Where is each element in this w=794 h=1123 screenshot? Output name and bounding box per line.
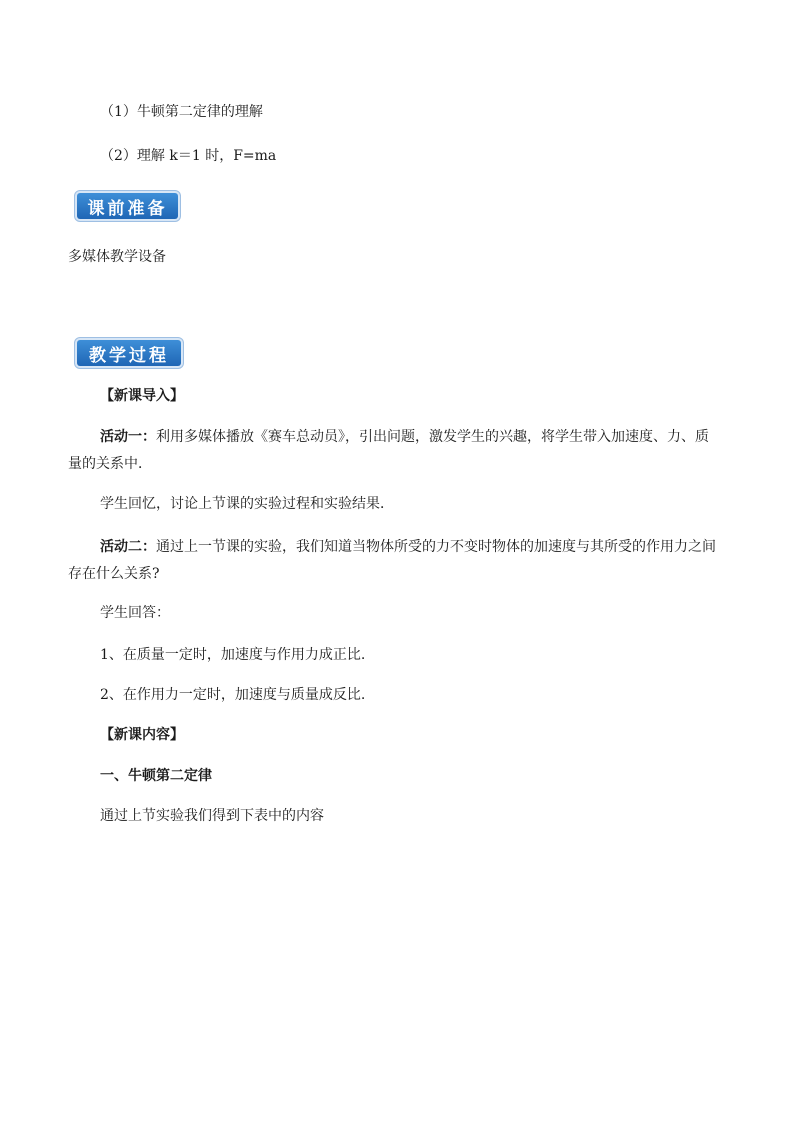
section-banner-process: 教学过程	[77, 340, 181, 366]
objective-item-2: （2）理解 k＝1 时，F=ma	[100, 148, 277, 164]
section-banner-prep: 课前准备	[77, 193, 178, 219]
activity-2-paragraph	[68, 534, 718, 588]
answer-item-1: 1、在质量一定时，加速度与作用力成正比.	[100, 647, 366, 663]
student-answer-label: 学生回答：	[100, 605, 170, 621]
section-1-text: 通过上节实验我们得到下表中的内容	[100, 808, 324, 824]
intro-heading: 【新课导入】	[100, 388, 184, 404]
objective-item-1: （1）牛顿第二定律的理解	[100, 104, 263, 120]
prep-text: 多媒体教学设备	[68, 249, 166, 265]
activity-1-text: 利用多媒体播放《赛车总动员》，引出问题，激发学生的兴趣，将学生带入加速度、力、质量的关系中．	[68, 429, 709, 472]
activity-2-label: 活动二：	[100, 539, 156, 555]
answer-item-2: 2、在作用力一定时，加速度与质量成反比.	[100, 687, 366, 703]
activity-1-label: 活动一：	[100, 429, 156, 445]
activity-2-text: 通过上一节课的实验，我们知道当物体所受的力不变时物体的加速度与其所受的作用力之间存在什么关系?	[68, 539, 716, 582]
section-1-title: 一、牛顿第二定律	[100, 768, 212, 784]
content-heading: 【新课内容】	[100, 727, 184, 743]
recall-text: 学生回忆，讨论上节课的实验过程和实验结果．	[100, 496, 394, 512]
activity-1-paragraph	[68, 424, 718, 478]
